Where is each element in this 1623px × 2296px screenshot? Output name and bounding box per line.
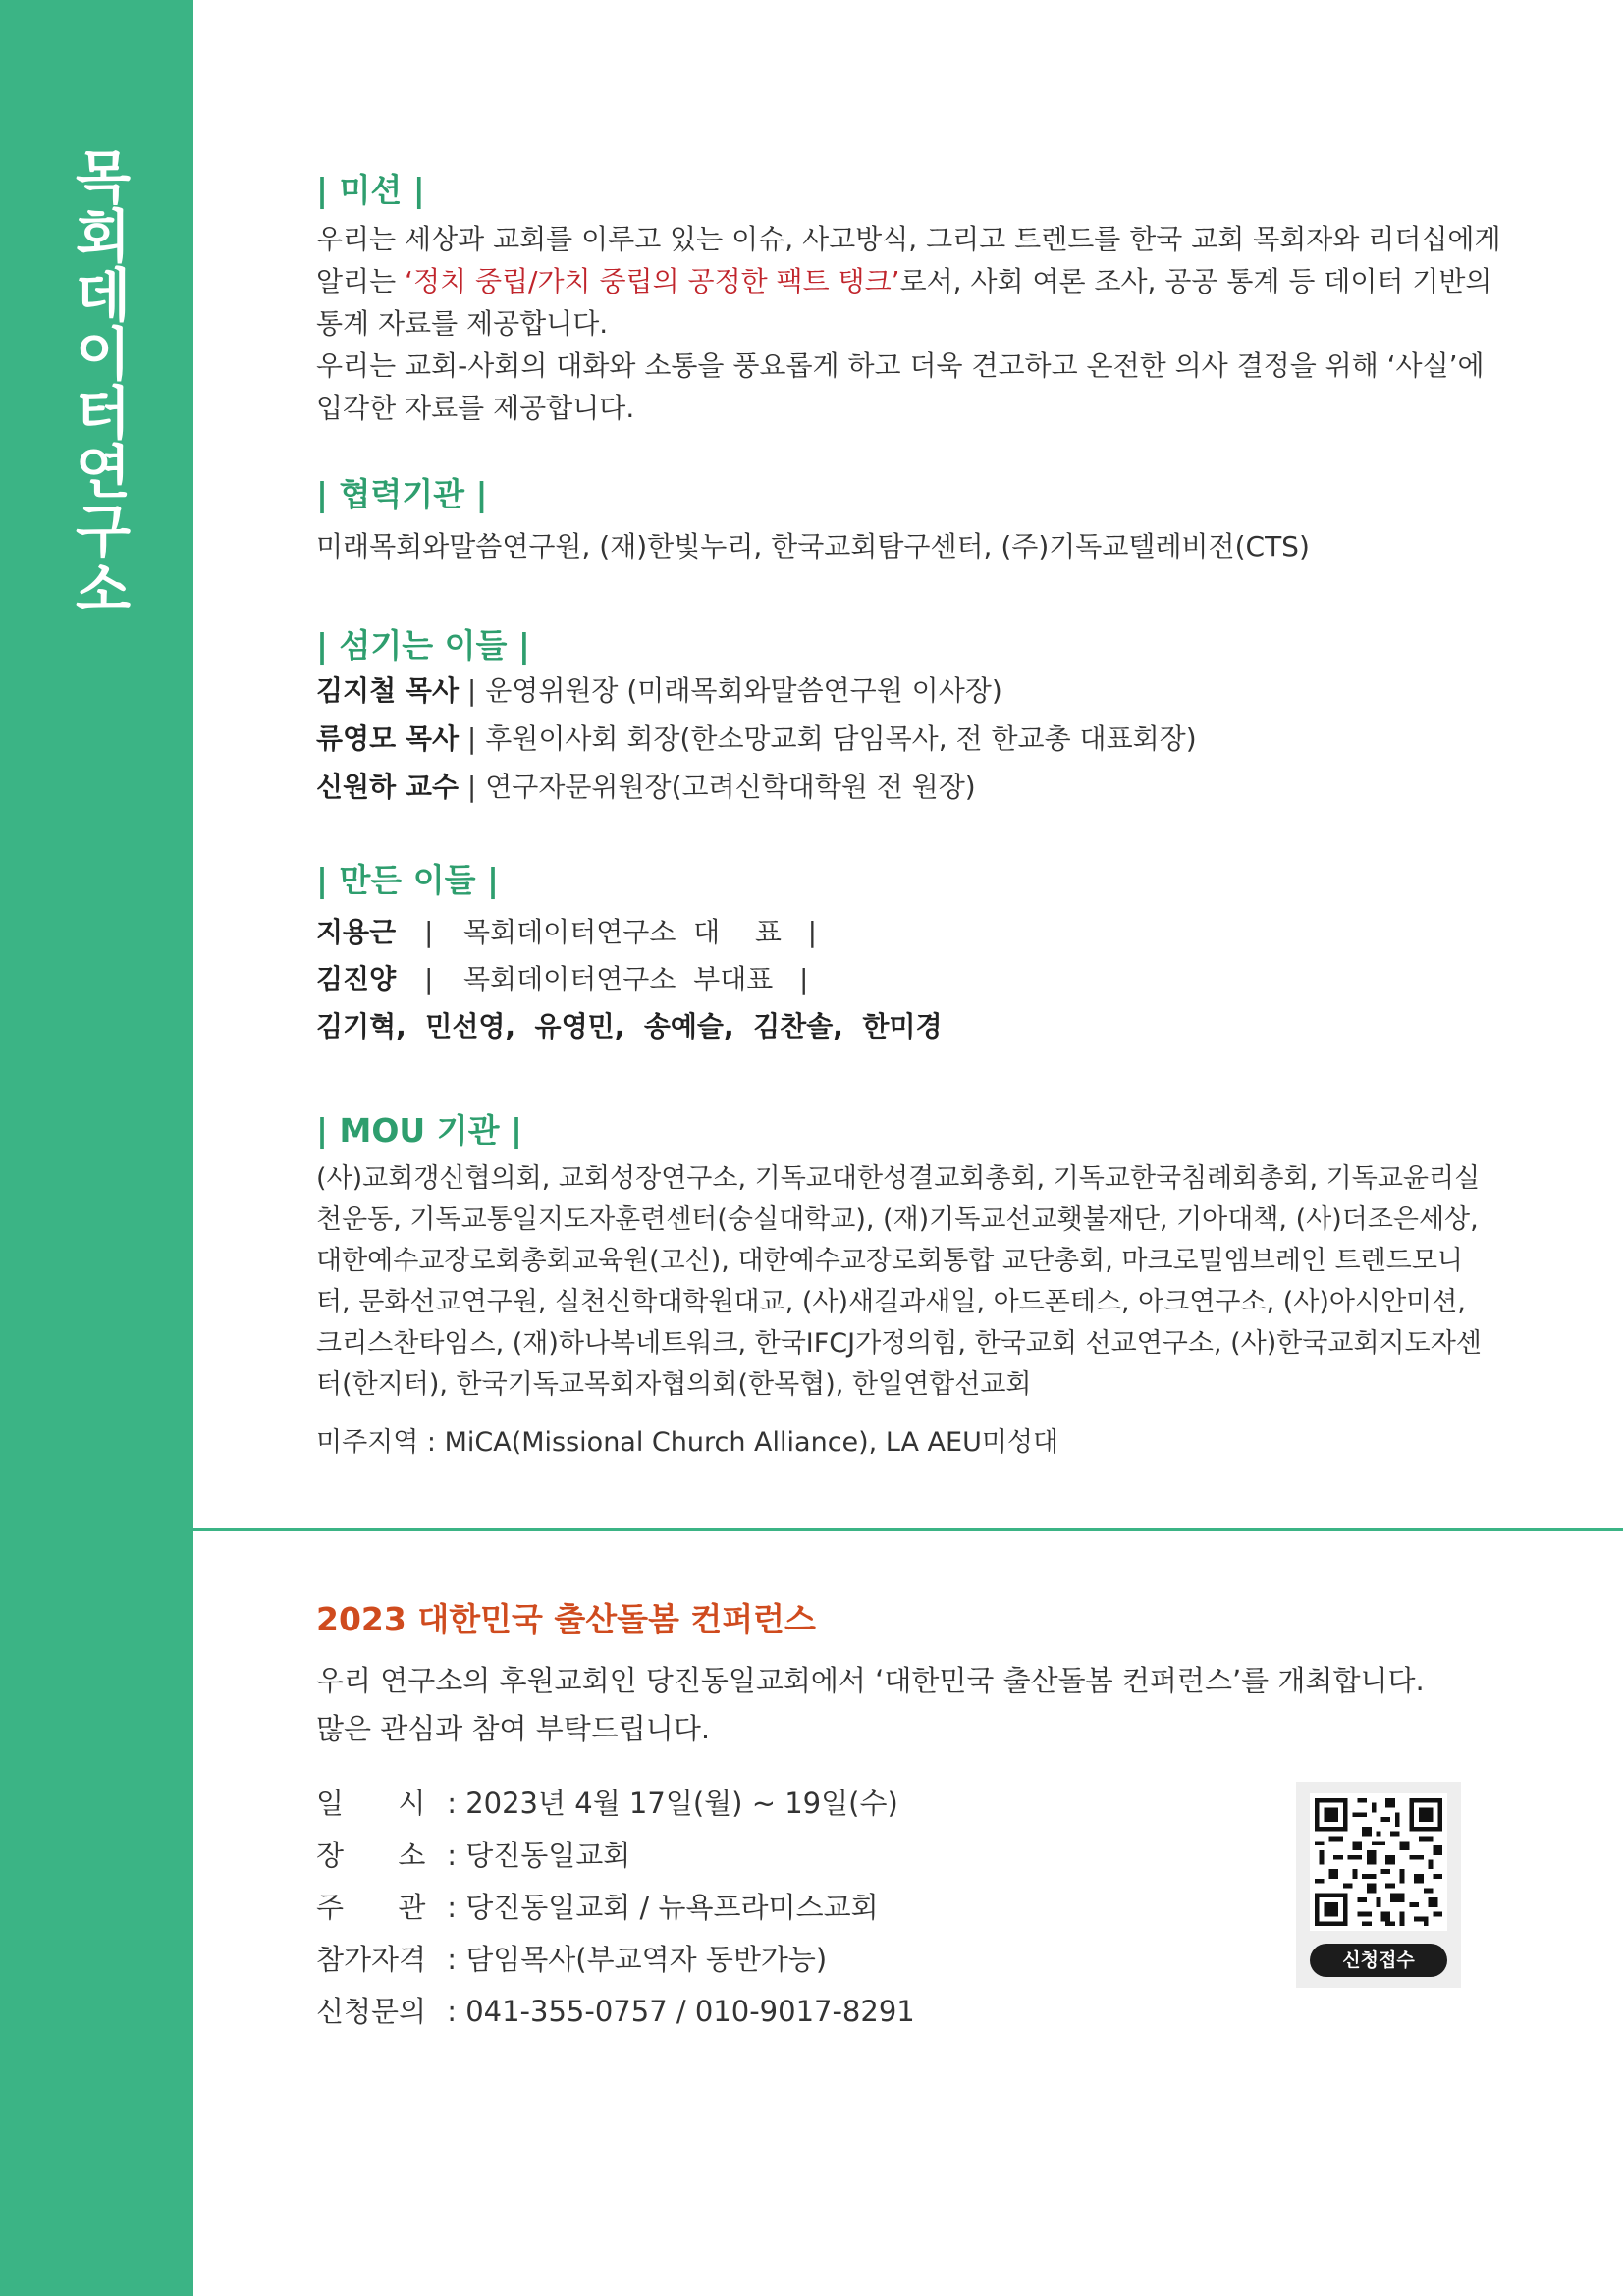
info-label: 주 관 [316, 1891, 426, 1924]
mou-americas: 미주지역 : MiCA(Missional Church Alliance), LA AEU미성대 [316, 1427, 1059, 1458]
servant-name: 류영모 목사 [316, 722, 459, 755]
sidebar-band [0, 0, 193, 2296]
maker-row [316, 911, 817, 950]
mission-line-5: 입각한 자료를 제공합니다. [316, 392, 635, 424]
info-value: : 041-355-0757 / 010-9017-8291 [438, 1995, 915, 2028]
maker-members: 김기혁, 민선영, 유영민, 송예슬, 김찬솔, 한미경 [316, 1010, 943, 1042]
mission-highlight: ‘정치 중립/가치 중립의 공정한 팩트 탱크’ [405, 265, 900, 297]
info-value: : 담임목사(부교역자 동반가능) [438, 1943, 828, 1976]
conference-info-row [316, 1886, 879, 1926]
info-value: : 당진동일교회 [438, 1839, 631, 1872]
info-value: : 당진동일교회 / 뉴욕프라미스교회 [438, 1891, 879, 1924]
maker-role: 목회데이터연구소 부대표 | [463, 963, 809, 995]
servant-row [316, 669, 1002, 712]
servant-role: | 운영위원장 (미래목회와말씀연구원 이사장) [459, 674, 1002, 707]
servant-row [316, 766, 976, 808]
maker-separator: | [424, 963, 434, 995]
makers-heading: | 만든 이들 | [316, 861, 500, 899]
mission-heading: | 미션 | [316, 171, 425, 209]
mou-list: (사)교회갱신협의회, 교회성장연구소, 기독교대한성결교회총회, 기독교한국침례회총회, 기독교윤리실천운동, 기독교통일지도자훈련센터(숭실대학교), (재)기독교선교횃불재단, 기아대책, (사)더조은세상, 대한예수교장로회총회교육원(고신), 대한예수교장로회통합 교단총회, 마크로밀엠브레인 트렌드모니터, 문화선교연구원, 실천신학대학원대교, (사)새길과새일, 아드폰테스, 아크연구소, (사)아시안미션, 크리스찬타임스, (재)하나복네트워크, 한국IFCJ가정의힘, 한국교회 선교연구소, (사)한국교회지도자센터(한지터), 한국기독교목회자협의회(한목협), 한일연합선교회 [316, 1163, 1482, 1400]
conference-desc-1: 우리 연구소의 후원교회인 당진동일교회에서 ‘대한민국 출산돌봄 컨퍼런스’를 개최합니다. [316, 1664, 1425, 1697]
conference-title: 2023 대한민국 출산돌봄 컨퍼런스 [316, 1600, 816, 1638]
partners-heading: | 협력기관 | [316, 475, 488, 513]
info-label: 신청문의 [316, 1995, 427, 2028]
servant-role: | 연구자문위원장(고려신학대학원 전 원장) [459, 771, 976, 803]
maker-row [316, 958, 808, 997]
conference-info-row [316, 1834, 630, 1874]
servant-name: 신원하 교수 [316, 771, 459, 803]
servant-name: 김지철 목사 [316, 674, 459, 707]
mou-heading: | MOU 기관 | [316, 1111, 523, 1149]
mission-line-1: 우리는 세상과 교회를 이루고 있는 이슈, 사고방식, 그리고 트렌드를 한국 교회 목회자와 리더십에게 [316, 223, 1501, 255]
registration-qr-card[interactable] [1296, 1782, 1461, 1988]
maker-separator: | [424, 916, 434, 948]
conference-info-row [316, 1990, 915, 2030]
servants-heading: | 섬기는 이들 | [316, 626, 530, 665]
conference-info-row [316, 1782, 898, 1822]
info-label: 일 시 [316, 1787, 426, 1820]
section-divider [193, 1528, 1623, 1531]
info-label: 참가자격 [316, 1943, 427, 1976]
maker-name: 김진양 [316, 963, 397, 995]
info-value: : 2023년 4월 17일(월) ~ 19일(수) [438, 1787, 898, 1820]
servant-row [316, 718, 1197, 760]
info-label: 장 소 [316, 1839, 426, 1872]
mission-line-3: 통계 자료를 제공합니다. [316, 307, 609, 340]
conference-info-row [316, 1938, 827, 1978]
conference-desc-2: 많은 관심과 참여 부탁드립니다. [316, 1712, 711, 1745]
qr-code-icon[interactable] [1310, 1793, 1447, 1931]
mission-line-2 [316, 260, 1491, 302]
registration-button[interactable]: 신청접수 [1310, 1944, 1447, 1977]
maker-name: 지용근 [316, 916, 397, 948]
partners-text: 미래목회와말씀연구원, (재)한빛누리, 한국교회탐구센터, (주)기독교텔레비전(CTS) [316, 530, 1310, 562]
mission-line-2-pre: 알리는 [316, 265, 406, 297]
mission-line-4: 우리는 교회-사회의 대화와 소통을 풍요롭게 하고 더욱 견고하고 온전한 의사 결정을 위해 ‘사실’에 [316, 349, 1485, 382]
maker-role: 목회데이터연구소 대 표 | [463, 916, 818, 948]
mission-line-2-post: 로서, 사회 여론 조사, 공공 통계 등 데이터 기반의 [899, 265, 1492, 297]
sidebar-title: 목회데이터연구소 [65, 147, 132, 618]
servant-role: | 후원이사회 회장(한소망교회 담임목사, 전 한교총 대표회장) [459, 722, 1197, 755]
